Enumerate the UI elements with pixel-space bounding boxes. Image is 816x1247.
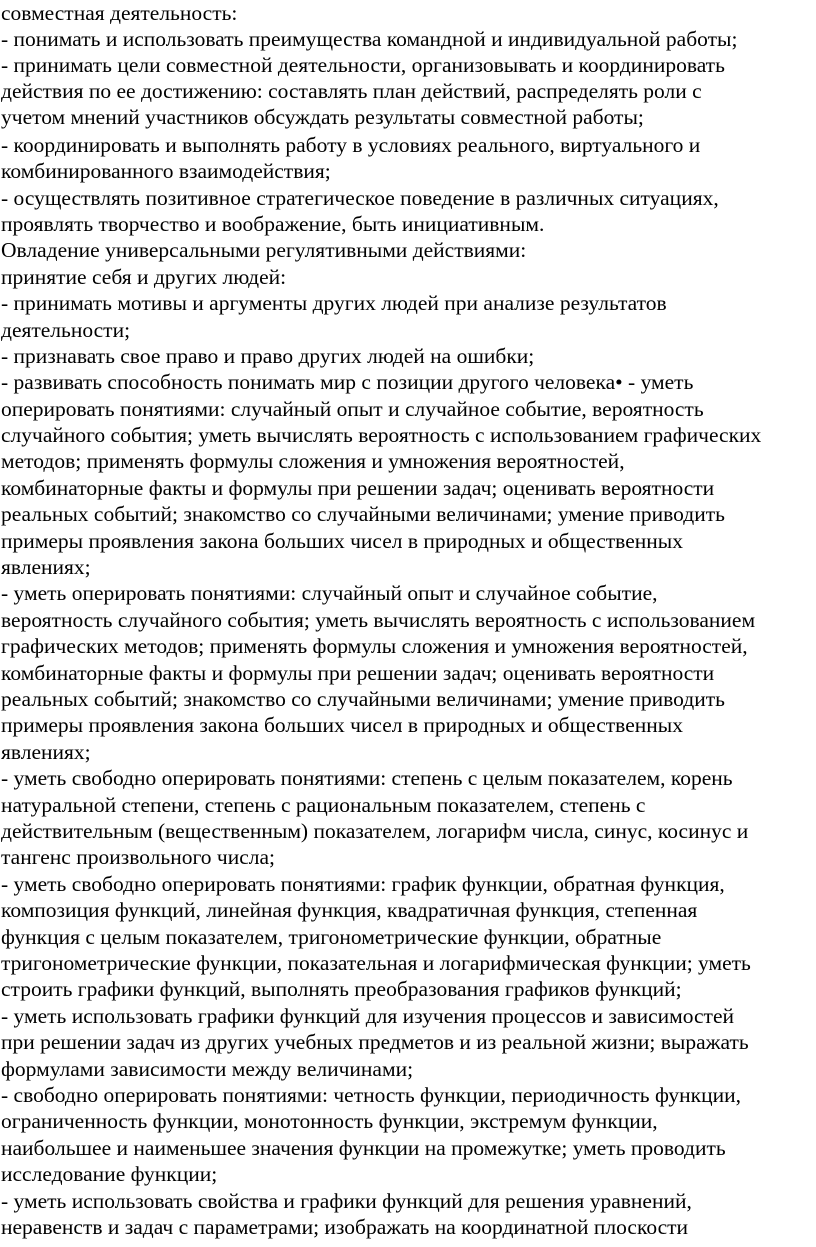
text-line: комбинаторные факты и формулы при решении задач; оценивать вероятности (1, 476, 715, 500)
text-line: реальных событий; знакомство со случайными величинами; умение приводить (1, 687, 725, 711)
text-line: Овладение универсальными регулятивными действиями: (1, 238, 527, 262)
text-line: принятие себя и других людей: (1, 265, 287, 289)
text-line: - уметь использовать свойства и графики функций для решения уравнений, (1, 1189, 692, 1213)
text-line: - осуществлять позитивное стратегическое поведение в различных ситуациях, (1, 186, 719, 210)
text-line: функция с целым показателем, тригонометрические функции, обратные (1, 925, 662, 949)
text-line: действия по ее достижению: составлять план действий, распределять роли с (1, 79, 702, 103)
text-line: - уметь использовать графики функций для изучения процессов и зависимостей (1, 1004, 735, 1028)
text-line: комбинаторные факты и формулы при решении задач; оценивать вероятности (1, 661, 715, 685)
text-line: реальных событий; знакомство со случайными величинами; умение приводить (1, 502, 725, 526)
text-line: - признавать свое право и право других людей на ошибки; (1, 344, 535, 368)
text-line: тригонометрические функции, показательная и логарифмическая функции; уметь (1, 951, 751, 975)
text-line: - понимать и использовать преимущества командной и индивидуальной работы; (1, 27, 738, 51)
text-line: наибольшее и наименьшее значения функции на промежутке; уметь проводить (1, 1136, 726, 1160)
text-line: комбинированного взаимодействия; (1, 159, 331, 183)
text-line: совместная деятельность: (1, 1, 238, 25)
text-line: явлениях; (1, 555, 91, 579)
text-line: - уметь свободно оперировать понятиями: график функции, обратная функция, (1, 872, 725, 896)
text-line: - координировать и выполнять работу в условиях реального, виртуального и (1, 133, 701, 157)
text-line: - уметь оперировать понятиями: случайный опыт и случайное событие, (1, 581, 658, 605)
text-line: случайного события; уметь вычислять вероятность с использованием графических (1, 423, 762, 447)
text-line: исследование функции; (1, 1162, 218, 1186)
text-line: проявлять творчество и воображение, быть инициативным. (1, 212, 545, 236)
text-line: явлениях; (1, 740, 91, 764)
text-line: графических методов; применять формулы сложения и умножения вероятностей, (1, 634, 748, 658)
text-line: тангенс произвольного числа; (1, 845, 275, 869)
text-line: - уметь свободно оперировать понятиями: степень с целым показателем, корень (1, 766, 733, 790)
text-line: формулами зависимости между величинами; (1, 1057, 414, 1081)
text-line: при решении задач из других учебных предметов и из реальной жизни; выражать (1, 1030, 749, 1054)
text-line: - свободно оперировать понятиями: четность функции, периодичность функции, (1, 1083, 741, 1107)
text-line: методов; применять формулы сложения и умножения вероятностей, (1, 449, 625, 473)
text-line: деятельности; (1, 318, 131, 342)
text-line: - принимать мотивы и аргументы других людей при анализе результатов (1, 291, 667, 315)
text-line: неравенств и задач с параметрами; изображать на координатной плоскости (1, 1215, 689, 1239)
text-line: натуральной степени, степень с рациональным показателем, степень с (1, 793, 646, 817)
text-line: оперировать понятиями: случайный опыт и случайное событие, вероятность (1, 397, 704, 421)
text-line: примеры проявления закона больших чисел в природных и общественных (1, 529, 683, 553)
text-line: ограниченность функции, монотонность функции, экстремум функции, (1, 1109, 658, 1133)
text-line: примеры проявления закона больших чисел в природных и общественных (1, 713, 683, 737)
text-line: вероятность случайного события; уметь вычислять вероятность с использованием (1, 608, 756, 632)
text-line: - развивать способность понимать мир с позиции другого человека• - уметь (1, 370, 694, 394)
text-line: композиция функций, линейная функция, квадратичная функция, степенная (1, 898, 698, 922)
text-line: - принимать цели совместной деятельности, организовывать и координировать (1, 53, 725, 77)
text-line: действительным (вещественным) показателем, логарифм числа, синус, косинус и (1, 819, 749, 843)
text-line: учетом мнений участников обсуждать результаты совместной работы; (1, 105, 644, 129)
text-line: строить графики функций, выполнять преобразования графиков функций; (1, 977, 682, 1001)
